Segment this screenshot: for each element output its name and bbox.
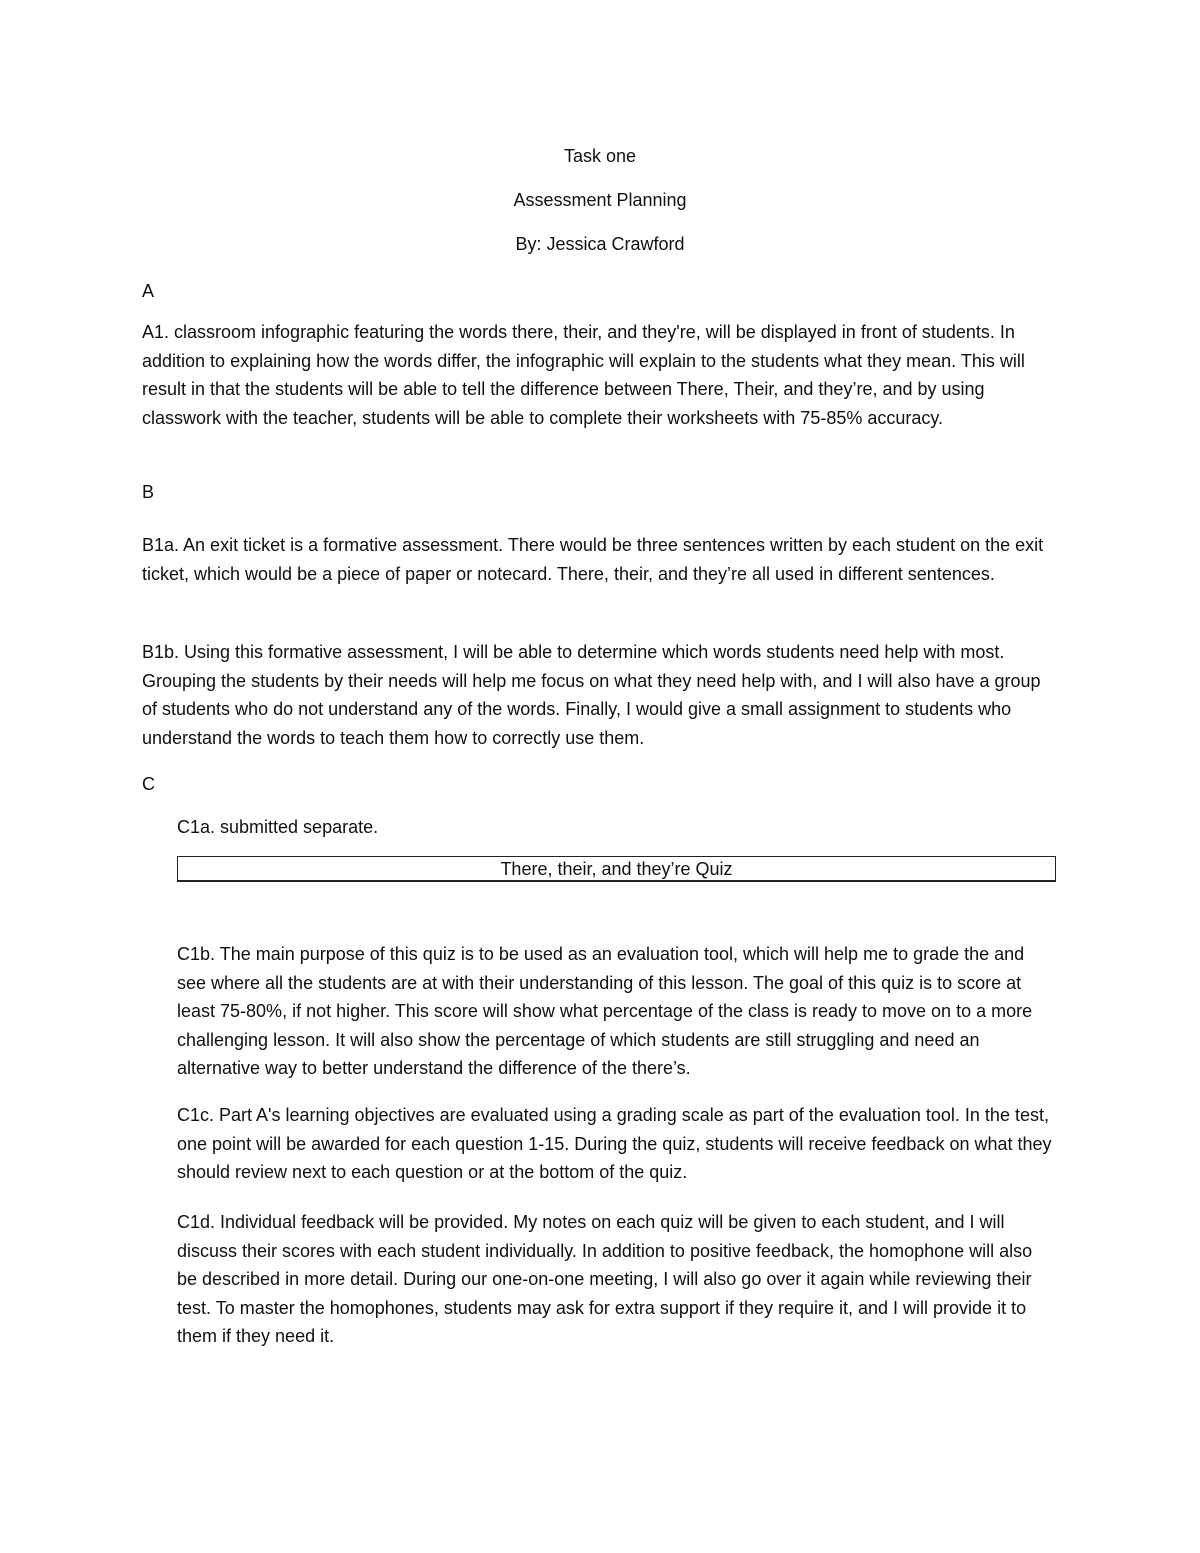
quiz-title-box <box>177 856 1056 882</box>
paragraph-c1d: C1d. Individual feedback will be provided. My notes on each quiz will be given to each student, and I will discuss their scores with each student individually. In addition to positive feedback, the homophone will also be described in more detail. During our one-on-one meeting, I will also go over it again while reviewing their test. To master the homophones, students may ask for extra support if they require it, and I will provide it to them if they need it. <box>177 1212 1033 1347</box>
section-c-heading: C <box>142 774 155 794</box>
paragraph-c1c: C1c. Part A's learning objectives are evaluated using a grading scale as part of the evaluation tool. In the test, one point will be awarded for each question 1-15. During the quiz, students will receive feedback on what they should review next to each question or at the bottom of the quiz. <box>177 1105 1052 1183</box>
document-subtitle: Assessment Planning <box>513 190 687 210</box>
paragraph-b1b: B1b. Using this formative assessment, I will be able to determine which words students need help with most. Grouping the students by their needs will help me focus on what they need help with, and I will also have a group of students who do not understand any of the words. Finally, I would give a small assignment to students who understand the words to teach them how to correctly use them. <box>142 642 1041 748</box>
quiz-title: There, their, and they’re Quiz <box>500 859 733 879</box>
section-b-heading: B <box>142 482 155 502</box>
paragraph-c1b: C1b. The main purpose of this quiz is to be used as an evaluation tool, which will help me to grade the and see where all the students are at with their understanding of this lesson. The goal of this quiz is to score at least 75-80%, if not higher. This score will show what percentage of the class is ready to move on to a more challenging lesson. It will also show the percentage of which students are still struggling and need an alternative way to better understand the difference of the there’s. <box>177 944 1033 1079</box>
task-title: Task one <box>563 146 637 166</box>
author-line: By: Jessica Crawford <box>515 234 685 254</box>
paragraph-b1a: B1a. An exit ticket is a formative assessment. There would be three sentences written by each student on the exit ticket, which would be a piece of paper or notecard. There, their, and they’re all used in different sentences. <box>142 535 1044 584</box>
paragraph-c1a: C1a. submitted separate. <box>177 817 379 837</box>
section-a-heading: A <box>142 281 155 301</box>
paragraph-a1: A1. classroom infographic featuring the words there, their, and they're, will be displayed in front of students. In addition to explaining how the words differ, the infographic will explain to the students what they mean. This will result in that the students will be able to tell the difference between There, Their, and they’re, and by using classwork with the teacher, students will be able to complete their worksheets with 75-85% accuracy. <box>142 322 1025 428</box>
